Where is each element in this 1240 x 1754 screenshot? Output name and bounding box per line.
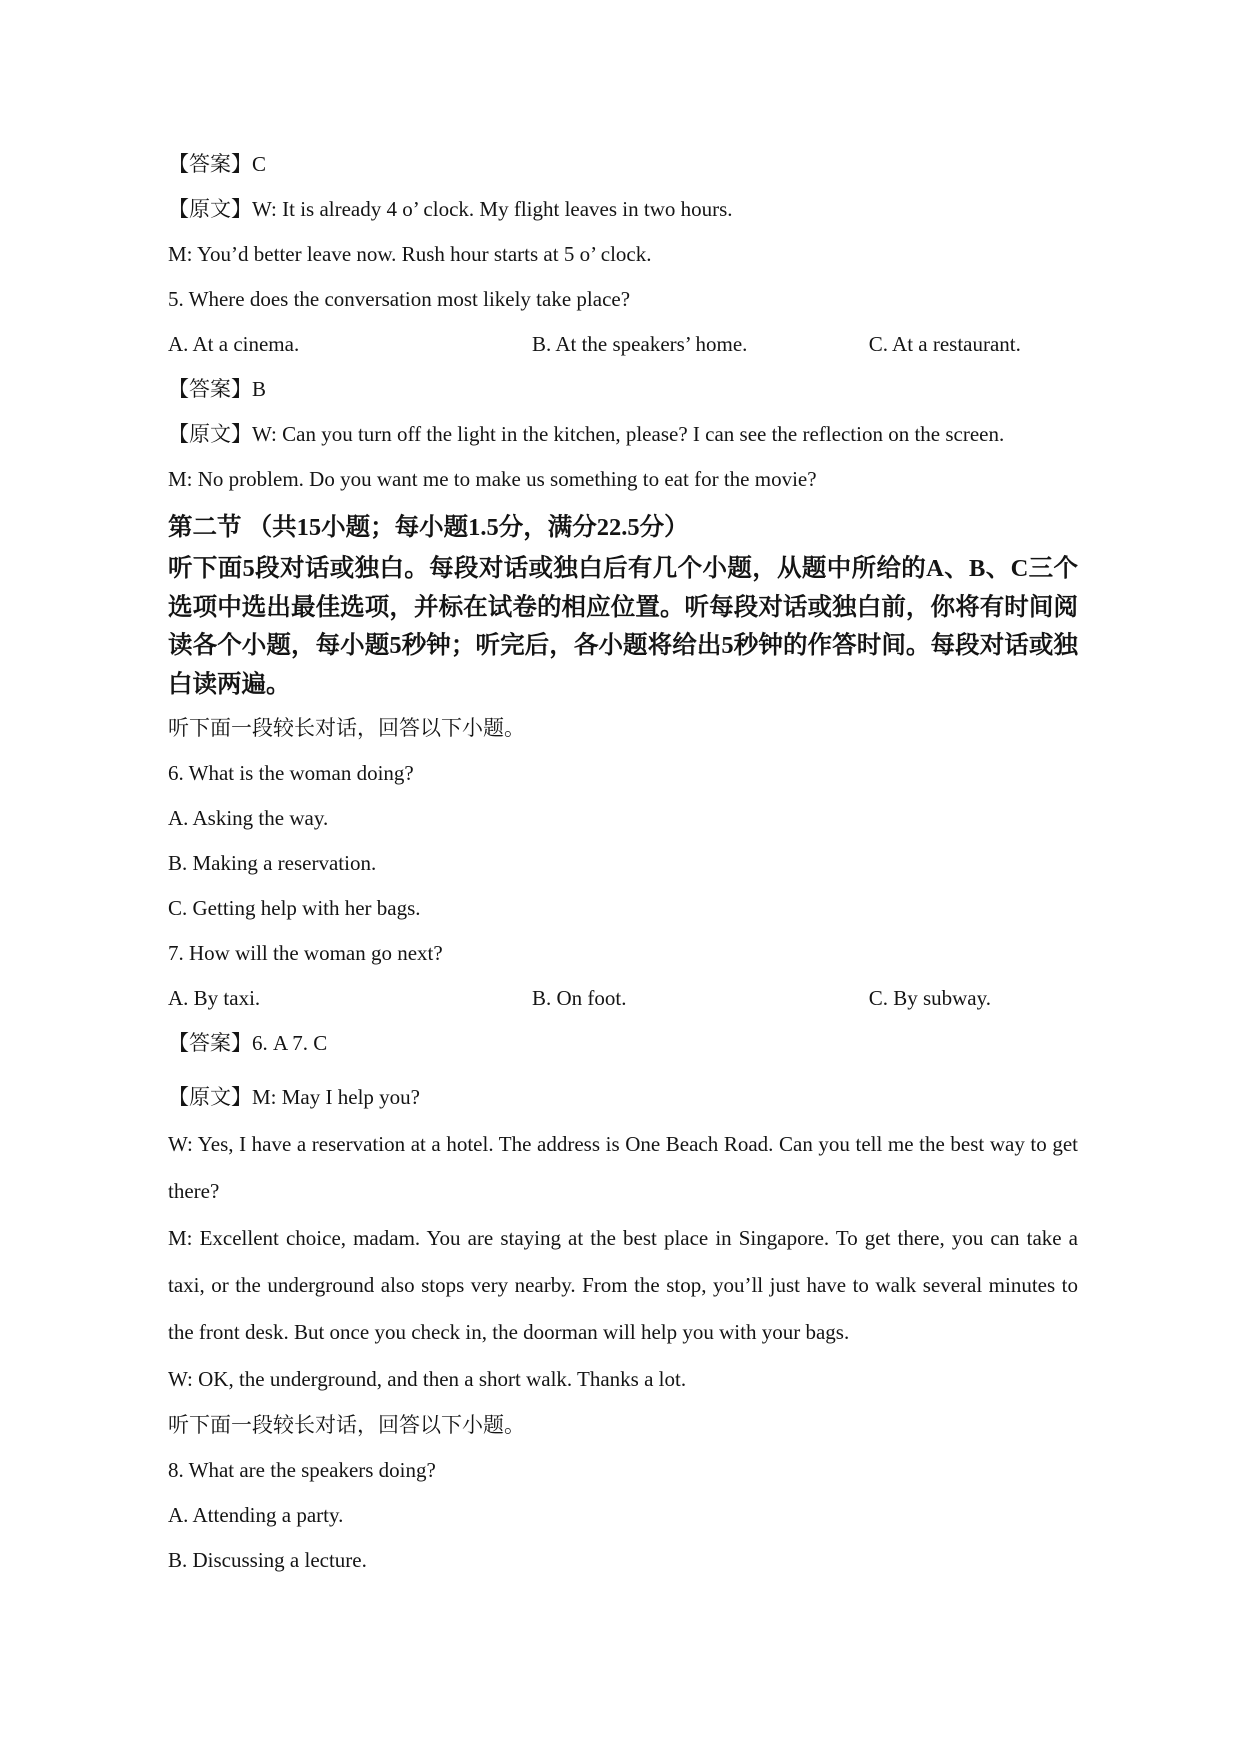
transcript-line-q5-w: 【原文】W: Can you turn off the light in the kitchen, please? I can see the reflection on the screen. [168, 422, 1005, 446]
option-b-q8: B. Discussing a lecture. [168, 1548, 367, 1572]
transcript-line-q67-m1: 【原文】M: May I help you? [168, 1085, 420, 1109]
answer-line-q5: 【答案】B [168, 377, 267, 401]
option-b-q6: B. Making a reservation. [168, 851, 377, 875]
option-a-q7: A. By taxi. [168, 986, 261, 1010]
answer-line-q67: 【答案】6. A 7. C [168, 1031, 328, 1055]
option-c-q6: C. Getting help with her bags. [168, 896, 421, 920]
option-c-q7: C. By subway. [868, 986, 991, 1010]
option-b-q7: B. On foot. [532, 986, 627, 1010]
option-a-q5: A. At a cinema. [168, 332, 300, 356]
dialog-note-1: 听下面一段较长对话，回答以下小题。 [168, 716, 525, 740]
section-heading: 第二节 （共15小题；每小题1.5分，满分22.5分） [168, 514, 689, 541]
option-a-q8: A. Attending a party. [168, 1503, 344, 1527]
question-text-q8: 8. What are the speakers doing? [168, 1458, 436, 1482]
transcript-para-q67-m2: M: Excellent choice, madam. You are staying at the best place in Singapore. To get there, you can take a taxi, or the underground also stops very nearby. From the stop, you’ll just have to walk several minutes to the front desk. But once you check in, the doorman will help you with your bags. [168, 1226, 1078, 1344]
dialog-note-2: 听下面一段较长对话，回答以下小题。 [168, 1413, 525, 1437]
question-text-q7: 7. How will the woman go next? [168, 941, 443, 965]
answer-line-q4: 【答案】C [168, 152, 267, 176]
section-instructions: 听下面5段对话或独白。每段对话或独白后有几个小题，从题中所给的A、B、C三个选项中选出最佳选项，并标在试卷的相应位置。听每段对话或独白前，你将有时间阅读各个小题，每小题5秒钟；听完后，各小题将给出5秒钟的作答时间。每段对话或独白读两遍。 [168, 555, 1078, 698]
option-a-q6: A. Asking the way. [168, 806, 329, 830]
transcript-line-q5-m: M: No problem. Do you want me to make us something to eat for the movie? [168, 467, 817, 491]
option-b-q5: B. At the speakers’ home. [532, 332, 748, 356]
transcript-line-q4-w: 【原文】W: It is already 4 o’ clock. My flight leaves in two hours. [168, 197, 733, 221]
options-row-q7 [168, 984, 1078, 1012]
question-text-q5: 5. Where does the conversation most likely take place? [168, 287, 631, 311]
transcript-para-q67-w1: W: Yes, I have a reservation at a hotel. The address is One Beach Road. Can you tell me the best way to get there? [168, 1132, 1078, 1203]
option-c-q5: C. At a restaurant. [868, 332, 1021, 356]
transcript-line-q4-m: M: You’d better leave now. Rush hour starts at 5 o’ clock. [168, 242, 652, 266]
options-row-q5 [168, 330, 1078, 358]
transcript-line-q67-w2: W: OK, the underground, and then a short walk. Thanks a lot. [168, 1367, 687, 1391]
question-text-q6: 6. What is the woman doing? [168, 761, 414, 785]
